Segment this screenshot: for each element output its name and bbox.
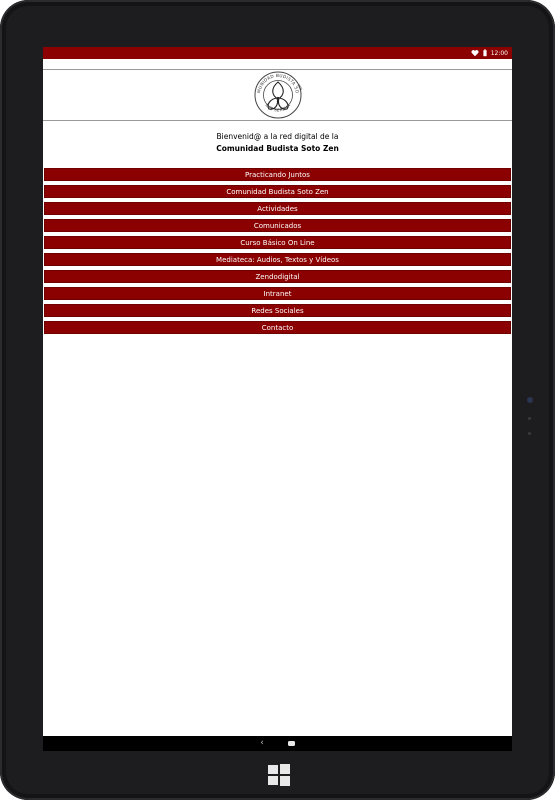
side-dot-icon: [528, 417, 531, 420]
menu-item-zendodigital[interactable]: Zendodigital: [44, 270, 511, 283]
top-spacer: [43, 59, 512, 69]
menu-item-comunicados[interactable]: Comunicados: [44, 219, 511, 232]
menu-item-intranet[interactable]: Intranet: [44, 287, 511, 300]
android-nav-bar: [43, 736, 512, 751]
side-dot-icon: [528, 432, 531, 435]
menu-item-practicando-juntos[interactable]: Practicando Juntos: [44, 168, 511, 181]
heart-icon: [471, 49, 479, 57]
sangha-logo: [253, 70, 303, 120]
main-menu: [44, 168, 511, 334]
logo-ring-side-text: ZEN: [296, 83, 303, 91]
welcome-message: [43, 131, 512, 155]
back-icon[interactable]: ‹: [260, 738, 264, 748]
logo-header: [43, 69, 512, 121]
menu-item-comunidad[interactable]: Comunidad Budista Soto Zen: [44, 185, 511, 198]
status-icons: [471, 48, 508, 58]
screen: [43, 47, 512, 751]
welcome-line2: Comunidad Budista Soto Zen: [216, 144, 339, 153]
menu-item-redes-sociales[interactable]: Redes Sociales: [44, 304, 511, 317]
side-sensor-icon: [527, 397, 533, 403]
home-icon[interactable]: [288, 741, 295, 746]
status-bar: [43, 47, 512, 59]
logo-ring-top-text: MUNIDAD BUDISTA SO: [256, 73, 299, 94]
menu-item-actividades[interactable]: Actividades: [44, 202, 511, 215]
welcome-line1: Bienvenid@ a la red digital de la: [216, 132, 339, 141]
svg-text:COMUNIDAD BUDISTA SOTO: [253, 70, 303, 94]
logo-ring-bottom-text: LUZ SERENA: [264, 102, 291, 113]
status-time: 12:00: [490, 49, 508, 57]
menu-item-contacto[interactable]: Contacto: [44, 321, 511, 334]
battery-icon: [481, 49, 489, 57]
windows-logo-icon[interactable]: [268, 764, 290, 786]
menu-item-curso-basico[interactable]: Curso Básico On Line: [44, 236, 511, 249]
menu-item-mediateca[interactable]: Mediateca: Audios, Textos y Vídeos: [44, 253, 511, 266]
